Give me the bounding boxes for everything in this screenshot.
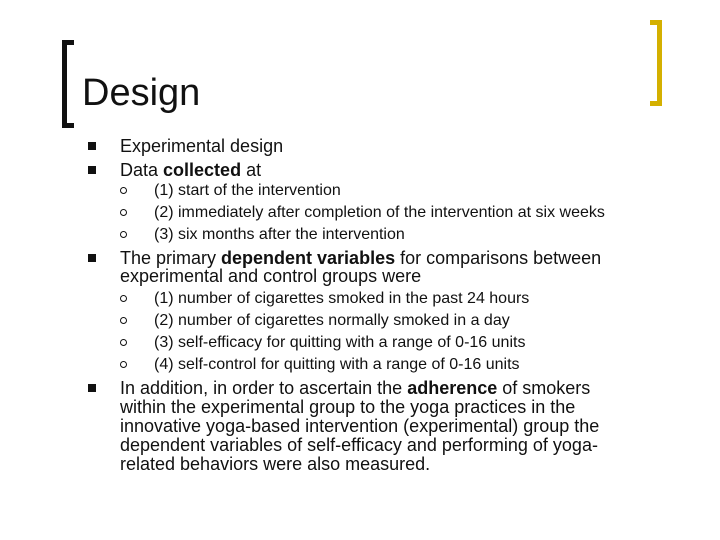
square-bullet-icon [88,142,96,150]
bullet-text-pre: Data [120,160,164,180]
circle-bullet-icon [120,209,127,216]
bullet-text: innovative yoga-based intervention (experimental) group the [120,416,600,436]
bullet-text-bold: collected [163,160,242,180]
sub-bullet-text: (1) start of the intervention [154,182,341,199]
sub-bullet-text: (3) six months after the intervention [154,226,405,243]
circle-bullet-icon [120,317,127,324]
circle-bullet-icon [120,231,127,238]
bullet-text-pre: In addition, in order to ascertain the [120,378,408,398]
circle-bullet-icon [120,295,127,302]
bullet-text: Experimental design [120,136,284,156]
sub-bullet-text: (2) number of cigarettes normally smoked in a day [154,312,510,329]
sub-bullet-text: (1) number of cigarettes smoked in the past 24 hours [154,290,530,307]
circle-bullet-icon [120,187,127,194]
square-bullet-icon [88,166,96,174]
bullet-text-post: for comparisons between [395,248,602,268]
sub-bullet-text: (2) immediately after completion of the intervention at six weeks [154,204,605,221]
bullet-text: related behaviors were also measured. [120,454,431,474]
bullet-text-post: at [241,160,262,180]
bullet-text [120,378,680,398]
square-bullet-icon [88,384,96,392]
sub-bullet-text: (4) self-control for quitting with a range of 0-16 units [154,356,520,373]
right-bracket-decoration [650,20,662,106]
bullet-text: experimental and control groups were [120,266,422,286]
circle-bullet-icon [120,361,127,368]
bullet-text-post: of smokers [497,378,591,398]
bullet-text [120,160,680,180]
circle-bullet-icon [120,339,127,346]
bullet-text-bold: dependent variables [221,248,396,268]
slide-title: Design [82,72,201,114]
square-bullet-icon [88,254,96,262]
left-bracket-decoration [62,40,74,128]
bullet-text: within the experimental group to the yoga practices in the [120,397,576,417]
sub-bullet-text: (3) self-efficacy for quitting with a range of 0-16 units [154,334,526,351]
bullet-text [120,248,680,268]
bullet-text: dependent variables of self-efficacy and performing of yoga- [120,435,598,455]
bullet-text-pre: The primary [120,248,222,268]
bullet-text-bold: adherence [407,378,498,398]
